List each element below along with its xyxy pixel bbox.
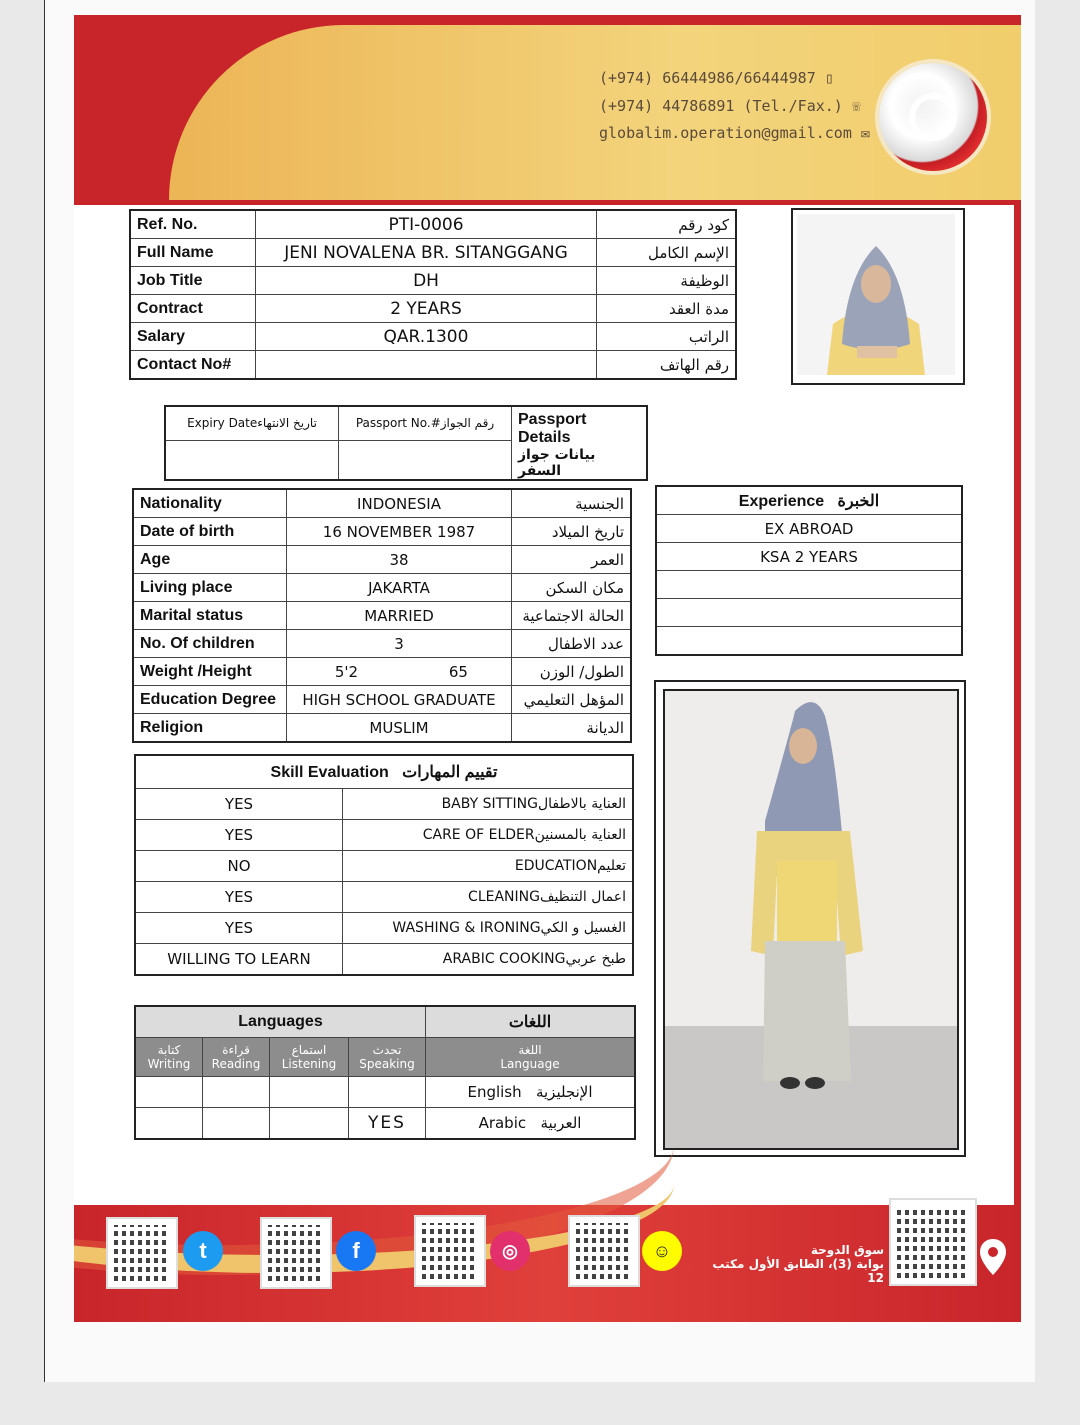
- passport-title-ar: بيانات جواز السفر: [518, 447, 596, 479]
- passport-title: Passport Details: [518, 411, 587, 446]
- contact-label-ar: رقم الهاتف: [597, 351, 737, 380]
- experience-header: Experience الخبرة: [656, 486, 962, 515]
- details-table: [132, 488, 632, 743]
- table-row: [656, 486, 962, 515]
- passport-expiry-value: [165, 440, 339, 480]
- col-listening: استماع Listening: [270, 1038, 349, 1077]
- passport-number-value: [339, 440, 512, 480]
- table-row: [130, 267, 736, 295]
- facebook-icon[interactable]: f: [336, 1231, 376, 1271]
- education-label: Education Degree: [133, 686, 287, 714]
- passport-number-label: Passport No.#رقم الجواز: [339, 406, 512, 440]
- address: [704, 1243, 884, 1285]
- languages-title-ar: اللغات: [426, 1006, 636, 1038]
- table-row: [133, 489, 631, 518]
- table-row: [133, 686, 631, 714]
- children-label-ar: عدد الاطفال: [512, 630, 632, 658]
- skill-value: NO: [135, 851, 343, 882]
- age-label: Age: [133, 546, 287, 574]
- twitter-icon[interactable]: t: [183, 1231, 223, 1271]
- jobtitle-label: Job Title: [130, 267, 256, 295]
- table-row: [135, 882, 633, 913]
- logo-q-mark: [909, 93, 957, 141]
- skill-name: EDUCATIONتعليم: [343, 851, 634, 882]
- email-icon: ✉: [860, 124, 870, 142]
- marital-label: Marital status: [133, 602, 287, 630]
- cv-card: [74, 15, 1021, 1322]
- weight-height-label-ar: الطول/ الوزن: [512, 658, 632, 686]
- table-row: [133, 714, 631, 743]
- phone-icon: ▯: [824, 69, 834, 87]
- table-row: [133, 658, 631, 686]
- passport-expiry-label: Expiry Dateتاريخ الانتهاء: [165, 406, 339, 440]
- skill-value: YES: [135, 882, 343, 913]
- table-row: [130, 239, 736, 267]
- snapchat-icon[interactable]: ☺: [642, 1231, 682, 1271]
- skill-name: ARABIC COOKINGطبخ عربي: [343, 944, 634, 976]
- table-row: [135, 755, 633, 789]
- living-label: Living place: [133, 574, 287, 602]
- age-label-ar: العمر: [512, 546, 632, 574]
- ref-label: Ref. No.: [130, 210, 256, 239]
- salary-label-ar: الراتب: [597, 323, 737, 351]
- experience-item: KSA 2 YEARS: [656, 543, 962, 571]
- living-label-ar: مكان السكن: [512, 574, 632, 602]
- right-red-border: [1014, 205, 1021, 1322]
- fullname-label: Full Name: [130, 239, 256, 267]
- portrait-photo: [791, 208, 965, 385]
- height-value: 5'2: [287, 658, 406, 686]
- table-row: [135, 820, 633, 851]
- table-row: [656, 515, 962, 543]
- instagram-icon[interactable]: ◎: [490, 1231, 530, 1271]
- religion-label-ar: الديانة: [512, 714, 632, 743]
- table-row: [133, 518, 631, 546]
- address-line-1: سوق الدوحة: [810, 1243, 884, 1257]
- age-value: 38: [287, 546, 512, 574]
- children-label: No. Of children: [133, 630, 287, 658]
- table-row: [656, 599, 962, 627]
- contact-value: [256, 351, 597, 380]
- qr-facebook[interactable]: [260, 1217, 332, 1289]
- location-pin-icon: [978, 1237, 1008, 1277]
- email: globalim.operation@gmail.com ✉: [599, 124, 870, 142]
- table-row: [133, 574, 631, 602]
- nationality-label-ar: الجنسية: [512, 489, 632, 518]
- table-row: [130, 351, 736, 380]
- contract-label: Contract: [130, 295, 256, 323]
- table-row: [135, 789, 633, 820]
- qr-twitter[interactable]: [106, 1217, 178, 1289]
- col-writing: كتابة Writing: [135, 1038, 203, 1077]
- jobtitle-label-ar: الوظيفة: [597, 267, 737, 295]
- table-row: [135, 851, 633, 882]
- skill-value: YES: [135, 913, 343, 944]
- table-row: [133, 630, 631, 658]
- religion-value: MUSLIM: [287, 714, 512, 743]
- table-row: [656, 543, 962, 571]
- skills-table: [134, 754, 634, 976]
- passport-table: [164, 405, 648, 481]
- table-row: [130, 323, 736, 351]
- skill-name: WASHING & IRONINGالغسيل و الكي: [343, 913, 634, 944]
- qr-instagram[interactable]: [414, 1215, 486, 1287]
- ref-value: PTI-0006: [256, 210, 597, 239]
- skill-value: WILLING TO LEARN: [135, 944, 343, 976]
- living-value: JAKARTA: [287, 574, 512, 602]
- contract-value: 2 YEARS: [256, 295, 597, 323]
- telephone-icon: ☏: [851, 97, 861, 115]
- salary-value: QAR.1300: [256, 323, 597, 351]
- skill-name: CARE OF ELDERالعناية بالمسنين: [343, 820, 634, 851]
- fullname-value: JENI NOVALENA BR. SITANGGANG: [256, 239, 597, 267]
- experience-table: [655, 485, 963, 656]
- table-row: [130, 295, 736, 323]
- religion-label: Religion: [133, 714, 287, 743]
- nationality-value: INDONESIA: [287, 489, 512, 518]
- dob-label: Date of birth: [133, 518, 287, 546]
- ref-label-ar: كود رقم: [597, 210, 737, 239]
- skills-header: Skill Evaluation تقييم المهارات: [135, 755, 633, 789]
- table-row: [133, 546, 631, 574]
- phone-fax: (+974) 44786891 (Tel./Fax.) ☏: [599, 97, 861, 115]
- weight-value: 65: [406, 658, 512, 686]
- experience-item: [656, 571, 962, 599]
- full-body-photo: [654, 680, 966, 1157]
- experience-item: [656, 627, 962, 656]
- marital-label-ar: الحالة الاجتماعية: [512, 602, 632, 630]
- qr-location[interactable]: [889, 1198, 977, 1286]
- experience-item: EX ABROAD: [656, 515, 962, 543]
- table-row: [135, 944, 633, 976]
- education-label-ar: المؤهل التعليمي: [512, 686, 632, 714]
- arabic-speaking: YES: [349, 1108, 426, 1140]
- experience-item: [656, 599, 962, 627]
- phone-mobile: (+974) 66444986/66444987 ▯: [599, 69, 834, 87]
- children-value: 3: [287, 630, 512, 658]
- marital-value: MARRIED: [287, 602, 512, 630]
- arabic-label: Arabic العربية: [426, 1108, 636, 1140]
- fullname-label-ar: الإسم الكامل: [597, 239, 737, 267]
- qr-snapchat[interactable]: [568, 1215, 640, 1287]
- contact-label: Contact No#: [130, 351, 256, 380]
- skill-name: BABY SITTINGالعناية بالاطفال: [343, 789, 634, 820]
- table-row: [656, 627, 962, 656]
- skill-value: YES: [135, 820, 343, 851]
- dob-value: 16 NOVEMBER 1987: [287, 518, 512, 546]
- passport-title-cell: [512, 406, 648, 480]
- skill-name: CLEANINGاعمال التنظيف: [343, 882, 634, 913]
- personal-info-table: [129, 209, 737, 380]
- contract-label-ar: مدة العقد: [597, 295, 737, 323]
- portrait-figure: [797, 214, 955, 375]
- english-label: English الإنجليزية: [426, 1077, 636, 1108]
- col-speaking: تحدث Speaking: [349, 1038, 426, 1077]
- table-row: [656, 571, 962, 599]
- dob-label-ar: تاريخ الميلاد: [512, 518, 632, 546]
- table-row: [133, 602, 631, 630]
- skill-value: YES: [135, 789, 343, 820]
- table-row: [130, 210, 736, 239]
- weight-height-label: Weight /Height: [133, 658, 287, 686]
- col-language: اللغة Language: [426, 1038, 636, 1077]
- salary-label: Salary: [130, 323, 256, 351]
- nationality-label: Nationality: [133, 489, 287, 518]
- address-line-2: بوابة (3)، الطابق الأول مكتب 12: [712, 1257, 884, 1285]
- col-reading: قراءة Reading: [203, 1038, 270, 1077]
- table-row: [135, 913, 633, 944]
- jobtitle-value: DH: [256, 267, 597, 295]
- education-value: HIGH SCHOOL GRADUATE: [287, 686, 512, 714]
- full-body-figure: [665, 691, 957, 1148]
- languages-title: Languages: [135, 1006, 426, 1038]
